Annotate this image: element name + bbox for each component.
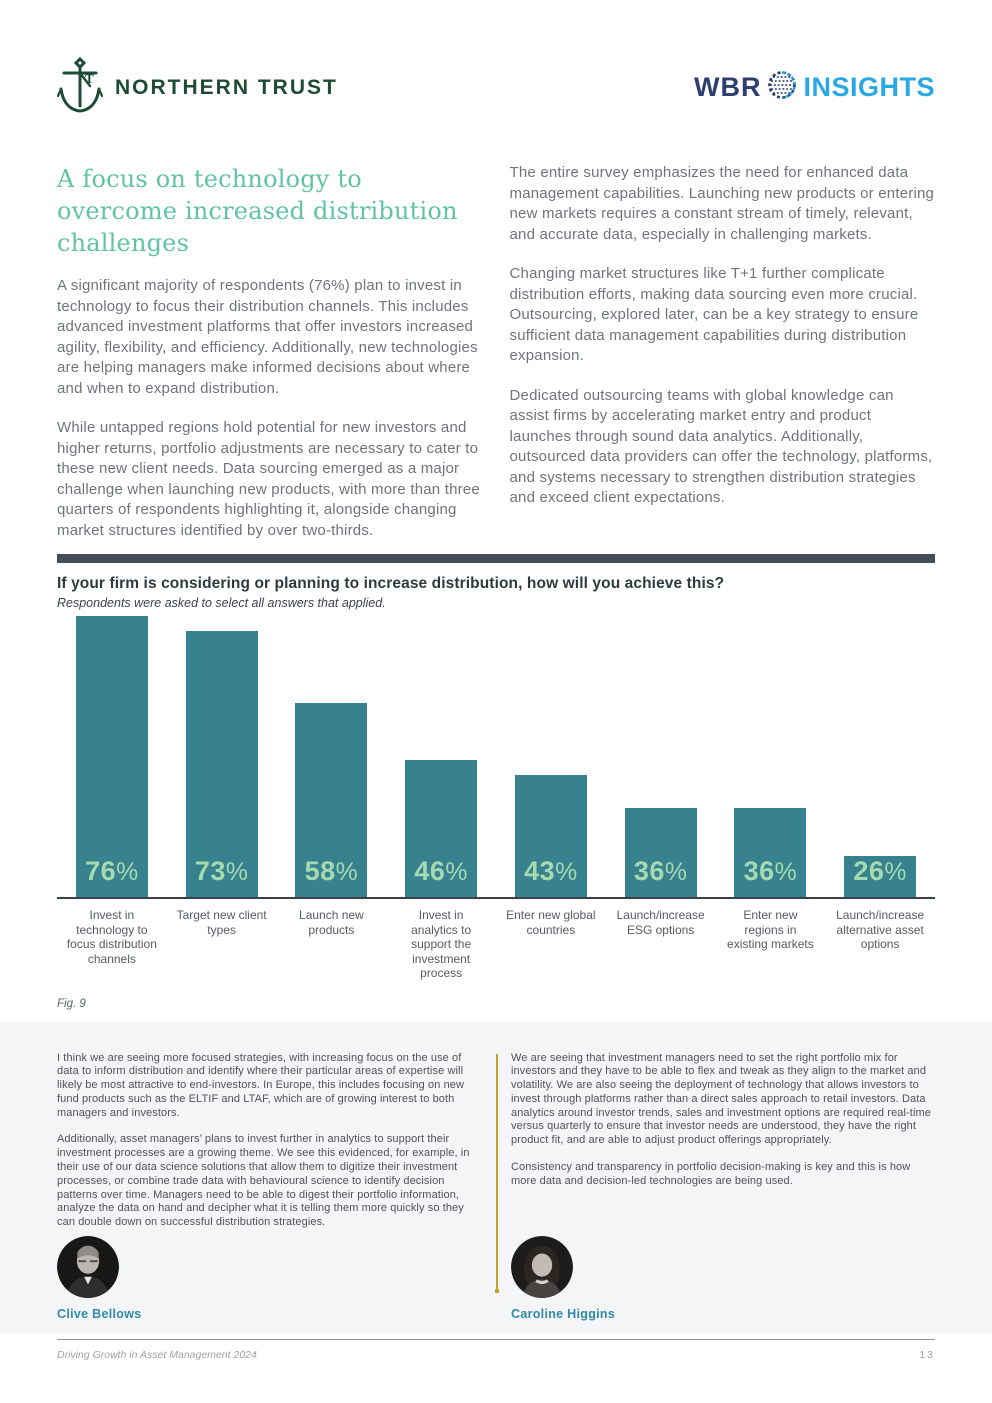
document-title: Driving Growth in Asset Management 2024 bbox=[57, 1349, 257, 1362]
bar-category-label: Enter new regions in existing markets bbox=[727, 908, 814, 951]
bar-category-label: Target new client types bbox=[176, 908, 267, 937]
page-header bbox=[0, 0, 992, 120]
bar-value-label: 36% bbox=[633, 856, 688, 887]
intro-right-column bbox=[510, 163, 936, 541]
chart-question: If your firm is considering or planning to increase distribution, how will you achieve this? bbox=[57, 575, 725, 592]
insights-wordmark: INSIGHTS bbox=[803, 72, 935, 102]
bar bbox=[405, 760, 477, 897]
quote-paragraph: I think we are seeing more focused strategies, with increasing focus on the use of data to inform distribution and identify where their particular areas of expertise will likely be most attractive to end-investors. In Europe, this includes focusing on new fund products such as the ELTIF and LTAF, which are of growing interest to both managers and investors. bbox=[57, 1051, 465, 1119]
bar-column bbox=[716, 808, 826, 897]
bar-value-label: 26% bbox=[853, 856, 907, 887]
figure-caption: Fig. 9 bbox=[57, 997, 86, 1010]
quote-paragraph: We are seeing that investment managers need to set the right portfolio mix for investors and they have to be able to flex and tweak as they align to the market and volatility. We are also seeing the deployment of technology that allows investors to invest through platforms rather than a direct sales approach to retail investors. Data analytics around investor trends, sales and investment options are required real-time versus quarterly to ensure that investor needs are understood, they have the right product fit, and are able to adjust product offerings appropriately. bbox=[511, 1051, 931, 1147]
bar-value-label: 76% bbox=[85, 856, 139, 887]
section-divider-bar bbox=[57, 554, 935, 563]
bar-category-label: Invest in technology to focus distribution channels bbox=[66, 908, 157, 966]
quote-right bbox=[511, 1052, 935, 1322]
page-footer bbox=[57, 1339, 935, 1361]
body-paragraph: Dedicated outsourcing teams with global knowledge can assist firms by accelerating market entry and product launches through sound data analytics. Additionally, outsourced data providers can offer the technology, platforms, and systems necessary to strengthen distribution strategies and exceed client expectations. bbox=[509, 386, 933, 506]
bar-category-label: Launch new products bbox=[299, 908, 364, 937]
bar-column bbox=[277, 703, 387, 897]
bar-column bbox=[825, 856, 935, 897]
bar-value-label: 36% bbox=[743, 856, 798, 887]
bar bbox=[186, 631, 258, 897]
intro-left-column bbox=[57, 163, 483, 541]
quote-left bbox=[57, 1052, 481, 1322]
bar-column bbox=[606, 808, 716, 897]
bar-category-label: Invest in analytics to support the investment process bbox=[411, 908, 472, 980]
chart-baseline bbox=[57, 897, 935, 899]
bar bbox=[625, 808, 697, 897]
quote-author-name: Clive Bellows bbox=[57, 1307, 142, 1322]
bar-chart-plot bbox=[57, 616, 935, 897]
bar bbox=[295, 703, 367, 897]
bar-value-label: 73% bbox=[194, 856, 249, 887]
bar bbox=[734, 808, 806, 897]
bar-category-label: Launch/increase ESG options bbox=[616, 908, 705, 937]
globe-icon bbox=[767, 70, 797, 105]
chart-labels-section bbox=[0, 908, 992, 1010]
bar bbox=[76, 616, 148, 897]
bar bbox=[844, 856, 916, 897]
quotes-section bbox=[0, 1022, 992, 1334]
bar-column bbox=[386, 760, 496, 897]
quote-divider-line bbox=[496, 1054, 498, 1290]
page-title: A focus on technology to overcome increased distribution challenges bbox=[57, 165, 458, 257]
northern-trust-wordmark: NORTHERN TRUST bbox=[115, 75, 338, 99]
chart-subtitle: Respondents were asked to select all answers that applied. bbox=[57, 596, 386, 610]
body-paragraph: A significant majority of respondents (76%) plan to invest in technology to focus their distribution channels. This includes advanced investment platforms that offer investors increased agility, flexibility, and efficiency. Additionally, new technologies are helping managers make informed decisions about where and when to expand distribution. bbox=[57, 277, 478, 397]
body-paragraph: Changing market structures like T+1 further complicate distribution efforts, making data sourcing even more crucial. Outsourcing, explored later, can be a key strategy to ensure sufficient data management capabilities during distribution expansion. bbox=[509, 265, 919, 364]
svg-text:T: T bbox=[85, 71, 94, 86]
body-paragraph: While untapped regions hold potential for new investors and higher returns, portfolio adjustments are necessary to cater to these new client needs. Data sourcing emerged as a major challenge when launching new products, with more than three quarters of respondents highlighting it, alongside changing market structures identified by over two-thirds. bbox=[57, 419, 480, 539]
wbr-insights-logo bbox=[694, 70, 935, 105]
chart-category-labels bbox=[57, 908, 935, 981]
bar bbox=[515, 775, 587, 897]
bar-column bbox=[167, 631, 277, 897]
intro-section bbox=[0, 120, 992, 541]
body-paragraph: The entire survey emphasizes the need for enhanced data management capabilities. Launching new products or entering new markets requires a constant stream of timely, relevant, and accurate data, especially in challenging markets. bbox=[509, 164, 935, 243]
caroline-higgins-photo bbox=[511, 1230, 935, 1298]
bar-column bbox=[496, 775, 606, 897]
wbr-wordmark: WBR bbox=[694, 72, 762, 102]
bar-value-label: 43% bbox=[524, 856, 578, 887]
quote-paragraph: Additionally, asset managers’ plans to invest further in analytics to support their investment processes are a growing theme. We see this evidenced, for example, in their use of our data science solutions that allow them to digitize their investment processes, or combine trade data with behavioural science to identify decision patterns over time. Managers need to be able to digest their portfolio information, analyze the data on hand and decipher what it is telling them more quickly so they can double down on successful distribution strategies. bbox=[57, 1133, 470, 1229]
clive-bellows-photo bbox=[57, 1230, 481, 1298]
quote-author-name: Caroline Higgins bbox=[511, 1307, 616, 1322]
bar-value-label: 46% bbox=[414, 856, 468, 887]
quote-paragraph: Consistency and transparency in portfolio decision-making is key and this is how more data and decision-led technologies are being used. bbox=[511, 1161, 911, 1187]
bar-category-label: Enter new global countries bbox=[506, 908, 596, 937]
bar-value-label: 58% bbox=[304, 856, 359, 887]
page-number: 13 bbox=[919, 1349, 935, 1362]
anchor-icon bbox=[57, 56, 103, 119]
bar-category-label: Launch/increase alternative asset options bbox=[836, 908, 925, 951]
northern-trust-logo bbox=[57, 56, 338, 119]
bar-column bbox=[57, 616, 167, 897]
chart-section bbox=[0, 563, 992, 897]
